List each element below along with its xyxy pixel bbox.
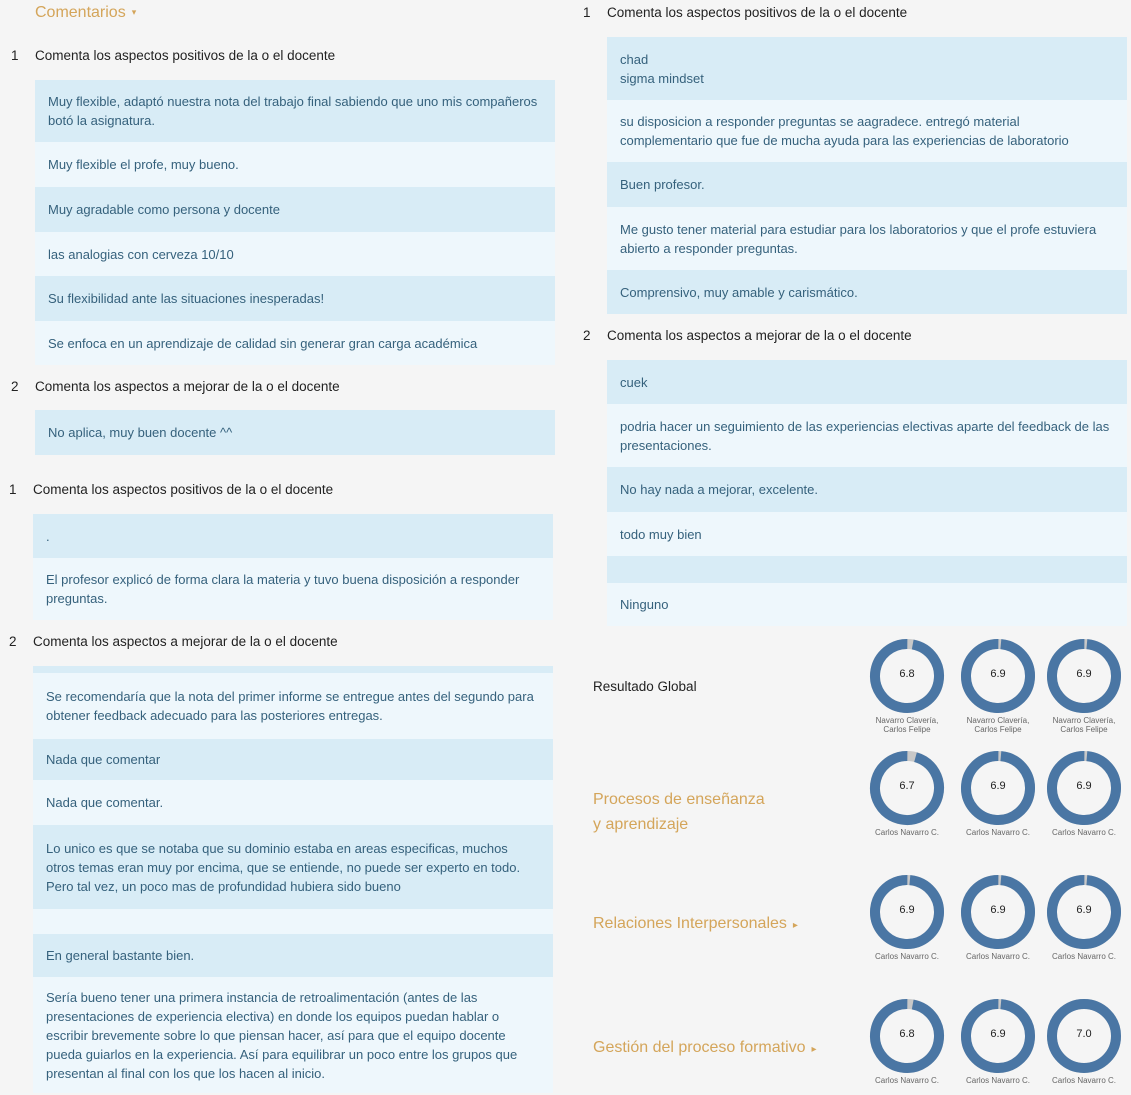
comentarios-dropdown[interactable]	[35, 4, 136, 22]
donut-value: 6.9	[1076, 780, 1092, 792]
caret-down-icon: ▾	[131, 7, 137, 18]
triangle-right-icon: ▸	[792, 920, 798, 931]
question-text: Comenta los aspectos a mejorar de la o el docente	[33, 634, 338, 649]
answer-item: todo muy bien	[607, 512, 1127, 556]
gestion-title: Gestión del proceso formativo	[593, 1039, 806, 1056]
question-number: 1	[9, 482, 17, 497]
score-donut	[1046, 750, 1122, 837]
answer-item: Nada que comentar.	[33, 780, 553, 825]
score-donut	[869, 874, 945, 961]
procesos-title	[593, 787, 765, 837]
donut-value: 6.9	[990, 904, 1006, 916]
answer-item: cuek	[607, 360, 1127, 404]
answers-list	[607, 360, 1127, 626]
answers-list	[35, 410, 555, 455]
donut-teacher-name: Carlos Navarro C.	[1051, 828, 1116, 837]
score-donut	[869, 638, 945, 734]
answer-item: En general bastante bien.	[33, 934, 553, 977]
answer-item: Se enfoca en un aprendizaje de calidad sin generar gran carga académica	[35, 321, 555, 365]
answer-item: Nada que comentar	[33, 739, 553, 780]
answer-item: las analogias con cerveza 10/10	[35, 232, 555, 276]
answers-list	[33, 514, 553, 620]
relaciones-link[interactable]	[593, 911, 798, 938]
donut-teacher-name: Carlos Navarro C.	[965, 952, 1030, 961]
resultado-global-label: Resultado Global	[593, 679, 697, 694]
question-improve	[9, 634, 338, 649]
question-number: 1	[583, 5, 591, 20]
donut-value: 6.9	[1076, 668, 1092, 680]
question-positive	[11, 48, 336, 63]
donut-value: 6.9	[899, 904, 915, 916]
question-improve	[11, 379, 340, 394]
donut-teacher-name: Navarro Clavería, Carlos Felipe	[1052, 716, 1116, 734]
answer-item: chad sigma mindset	[607, 37, 1127, 100]
score-donut	[960, 638, 1036, 734]
donut-value: 6.9	[990, 668, 1006, 680]
score-donut	[869, 998, 945, 1085]
triangle-right-icon: ▸	[811, 1044, 817, 1055]
donut-value: 6.7	[899, 780, 915, 792]
donut-teacher-name: Navarro Clavería, Carlos Felipe	[875, 716, 939, 734]
answer-item	[33, 909, 553, 934]
answer-item: Se recomendaría que la nota del primer informe se entregue antes del segundo para obtener feedback adecuado para las posteriores entregas.	[33, 673, 553, 739]
score-donut	[960, 750, 1036, 837]
answer-item: .	[33, 514, 553, 558]
answer-item: Muy agradable como persona y docente	[35, 187, 555, 232]
question-improve	[583, 328, 912, 343]
question-number: 2	[9, 634, 17, 649]
answer-item: Buen profesor.	[607, 162, 1127, 207]
question-text: Comenta los aspectos positivos de la o el docente	[33, 482, 334, 497]
answer-item: podria hacer un seguimiento de las experiencias electivas aparte del feedback de las presentaciones.	[607, 404, 1127, 467]
question-number: 2	[11, 379, 19, 394]
comentarios-title: Comentarios	[35, 4, 126, 21]
answer-item: Muy flexible, adaptó nuestra nota del trabajo final sabiendo que uno mis compañeros botó la asignatura.	[35, 80, 555, 142]
procesos-title-line2: y aprendizaje	[593, 816, 689, 833]
donut-teacher-name: Carlos Navarro C.	[1051, 952, 1116, 961]
donut-value: 6.9	[1076, 904, 1092, 916]
donut-value: 7.0	[1076, 1028, 1092, 1040]
question-text: Comenta los aspectos a mejorar de la o el docente	[35, 379, 340, 394]
donut-value: 6.8	[899, 668, 915, 680]
score-donut	[1046, 874, 1122, 961]
donut-teacher-name: Carlos Navarro C.	[874, 952, 939, 961]
question-text: Comenta los aspectos positivos de la o el docente	[35, 48, 336, 63]
relaciones-title: Relaciones Interpersonales	[593, 915, 787, 932]
answer-item: No aplica, muy buen docente ^^	[35, 410, 555, 455]
question-number: 2	[583, 328, 591, 343]
donut-value: 6.8	[899, 1028, 915, 1040]
donut-teacher-name: Carlos Navarro C.	[874, 1076, 939, 1085]
gestion-link[interactable]	[593, 1035, 817, 1062]
question-positive	[9, 482, 334, 497]
question-text: Comenta los aspectos positivos de la o el docente	[607, 5, 908, 20]
answer-item: Lo unico es que se notaba que su dominio estaba en areas especificas, muchos otros temas eran muy por encima, que se entiende, no puede ser experto en todo. Pero tal vez, un poco mas de profundidad hubiera sido bueno	[33, 825, 553, 909]
answer-item	[33, 666, 553, 673]
answers-list	[607, 37, 1127, 314]
donut-teacher-name: Carlos Navarro C.	[1051, 1076, 1116, 1085]
answer-item: El profesor explicó de forma clara la materia y tuvo buena disposición a responder preguntas.	[33, 558, 553, 620]
answers-list	[35, 80, 555, 365]
question-number: 1	[11, 48, 19, 63]
answer-item: Sería bueno tener una primera instancia de retroalimentación (antes de las presentaciones de experiencia electiva) en donde los equipos puedan hablar o escribir brevemente sobre lo que piensan hacer, así para que el equipo docente pueda guiarlos en la experiencia. Así para equilibrar un poco entre los grupos que presentan al final con los que los hacen al inicio.	[33, 977, 553, 1093]
procesos-title-line1: Procesos de enseñanza	[593, 791, 765, 808]
score-donut	[1046, 998, 1122, 1085]
score-donut	[960, 874, 1036, 961]
answers-list	[33, 666, 553, 1093]
donut-value: 6.9	[990, 1028, 1006, 1040]
donut-teacher-name: Carlos Navarro C.	[965, 1076, 1030, 1085]
answer-item: su disposicion a responder preguntas se aagradece. entregó material complementario que fue de mucha ayuda para las experiencias de laboratorio	[607, 100, 1127, 162]
answer-item: No hay nada a mejorar, excelente.	[607, 467, 1127, 512]
answer-item: Me gusto tener material para estudiar para los laboratorios y que el profe estuviera abierto a responder preguntas.	[607, 207, 1127, 270]
answer-item: Comprensivo, muy amable y carismático.	[607, 270, 1127, 314]
donut-teacher-name: Carlos Navarro C.	[965, 828, 1030, 837]
score-donut	[960, 998, 1036, 1085]
answer-item: Su flexibilidad ante las situaciones inesperadas!	[35, 276, 555, 321]
donut-teacher-name: Carlos Navarro C.	[874, 828, 939, 837]
answer-item: Muy flexible el profe, muy bueno.	[35, 142, 555, 187]
score-donut	[869, 750, 945, 837]
donut-value: 6.9	[990, 780, 1006, 792]
answer-item: Ninguno	[607, 583, 1127, 626]
score-donut	[1046, 638, 1122, 734]
donut-teacher-name: Navarro Clavería, Carlos Felipe	[966, 716, 1030, 734]
answer-item	[607, 556, 1127, 583]
question-text: Comenta los aspectos a mejorar de la o el docente	[607, 328, 912, 343]
question-positive	[583, 5, 908, 20]
